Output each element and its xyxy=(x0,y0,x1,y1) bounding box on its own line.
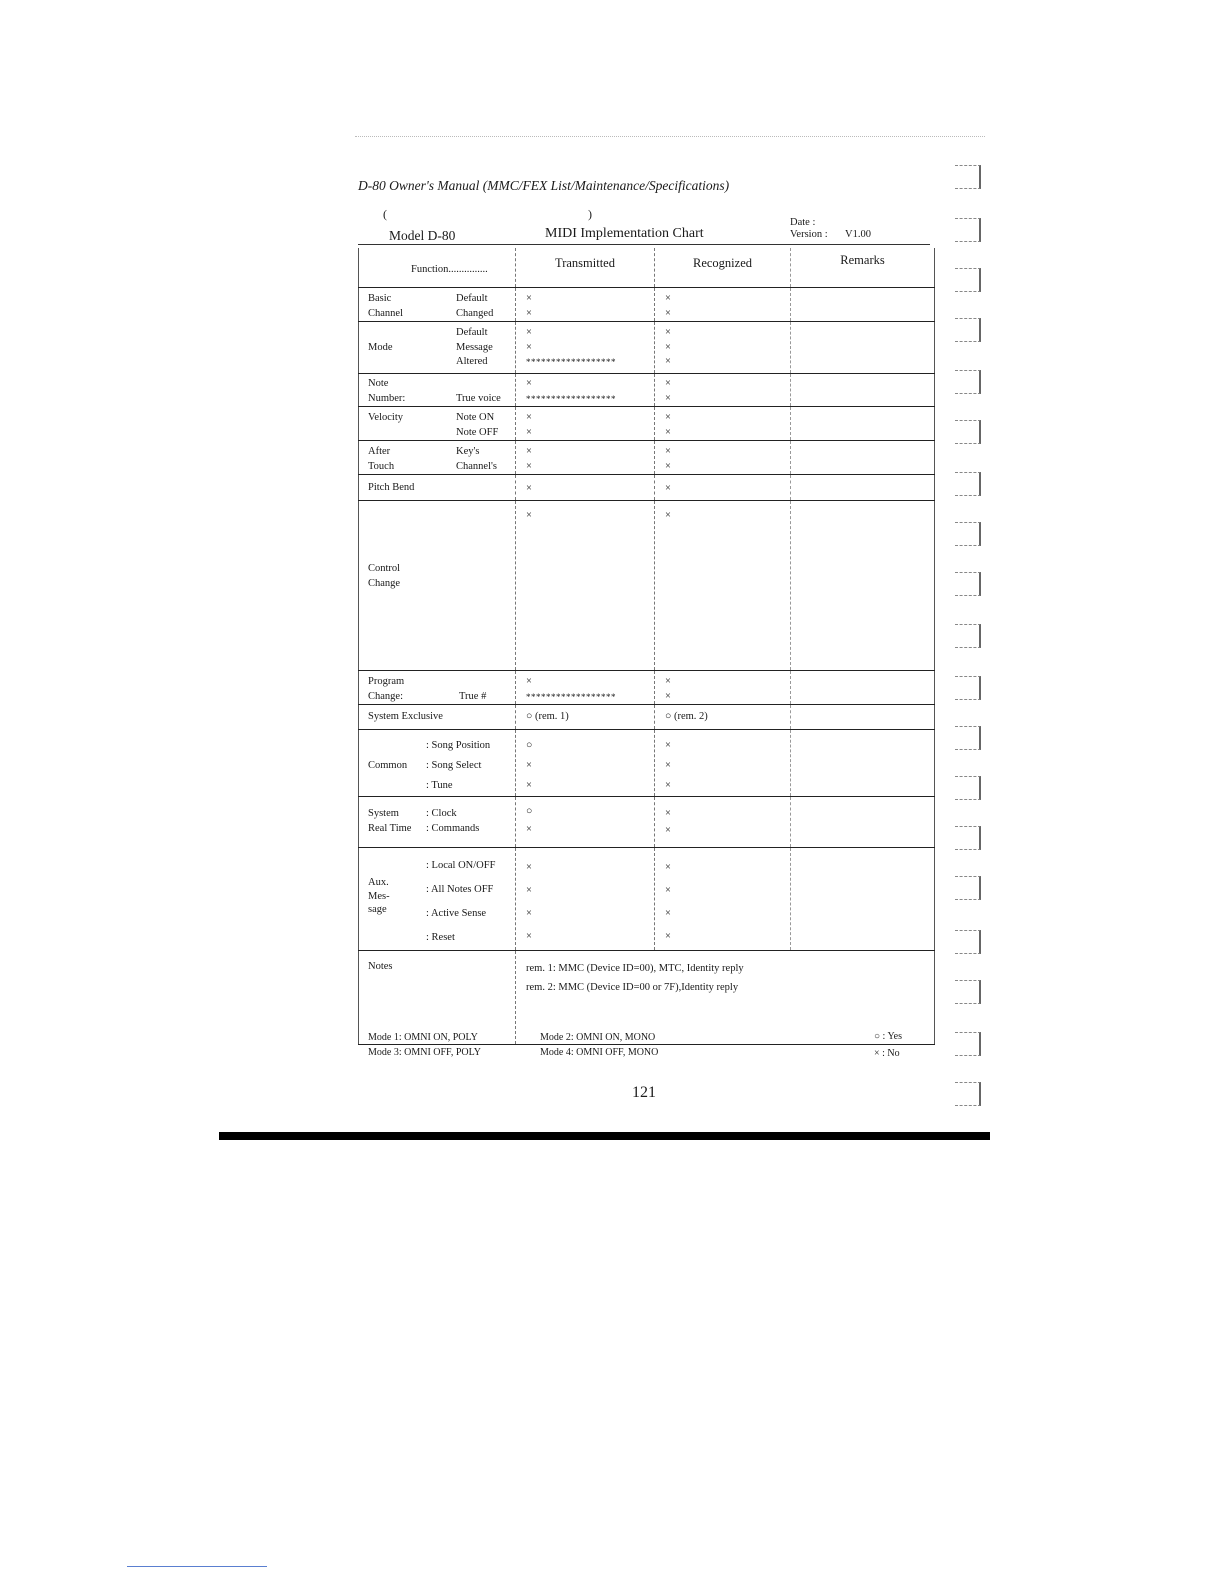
table-cell-text: × xyxy=(526,378,532,389)
table-cell-text: Pitch Bend xyxy=(368,482,415,493)
table-row xyxy=(359,322,935,374)
table-cell-text: Note ON xyxy=(456,412,495,423)
table-cell-text: : Song Select xyxy=(426,760,482,771)
table-cell-text: Changed xyxy=(456,307,494,319)
binder-tab-mark xyxy=(955,572,981,596)
table-cell-text: : Local ON/OFF xyxy=(426,860,496,871)
model-name: Model D-80 xyxy=(389,228,456,243)
note-rem-2: rem. 2: MMC (Device ID=00 or 7F),Identity reply xyxy=(526,982,739,993)
table-cell-text: × xyxy=(665,446,671,457)
binder-tab-mark xyxy=(955,930,981,954)
table-cell-text: Note OFF xyxy=(456,426,499,438)
table-cell-text: × xyxy=(526,446,532,457)
binder-tab-mark xyxy=(955,1082,981,1106)
version-value: V1.00 xyxy=(845,229,871,240)
binder-tab-mark xyxy=(955,420,981,444)
binder-tab-mark xyxy=(955,980,981,1004)
table-cell-text: × xyxy=(526,780,532,791)
table-cell-text: True voice xyxy=(456,392,501,404)
table-cell-text: ****************** xyxy=(526,691,616,702)
table-cell-text: Touch xyxy=(368,460,395,472)
note-rem-1: rem. 1: MMC (Device ID=00), MTC, Identity reply xyxy=(526,963,744,974)
table-cell-text: × xyxy=(665,931,671,942)
table-cell-text: : Active Sense xyxy=(426,908,487,919)
paren-right: ) xyxy=(588,207,592,221)
table-cell-text: True # xyxy=(459,690,487,702)
table-cell-text: Altered xyxy=(456,356,488,367)
table-cell-text: × xyxy=(665,780,671,791)
binder-tab-mark xyxy=(955,676,981,700)
table-header-row xyxy=(359,248,935,288)
table-cell-text: × xyxy=(526,510,532,521)
table-row xyxy=(359,730,935,797)
table-cell-text xyxy=(456,675,515,690)
table-cell-text: × xyxy=(526,824,532,835)
table-cell-text: ○ (rem. 2) xyxy=(665,711,708,722)
table-cell-text xyxy=(359,355,456,370)
table-cell-text: × xyxy=(665,862,671,873)
table-cell-text: Channel xyxy=(368,307,403,319)
table-cell-text: Mode xyxy=(368,341,393,353)
binder-tab-mark xyxy=(955,165,981,189)
table-cell-text: × xyxy=(526,460,532,472)
col-transmitted: Transmitted xyxy=(516,248,655,288)
table-cell-text: × xyxy=(665,760,671,771)
table-cell-text: × xyxy=(665,908,671,919)
table-cell-text: Velocity xyxy=(368,412,403,423)
table-cell-text: × xyxy=(665,825,671,836)
table-cell-text: Change xyxy=(368,577,401,589)
table-cell-text: × xyxy=(665,412,671,423)
table-cell-text: ○ (rem. 1) xyxy=(526,711,569,722)
table-cell-text: Key's xyxy=(456,446,480,457)
date-label: Date : xyxy=(790,217,816,228)
table-cell-text: : All Notes OFF xyxy=(426,884,494,895)
table-cell-text: × xyxy=(665,307,671,319)
table-cell-text: × xyxy=(526,931,532,942)
table-cell-text: sage xyxy=(368,904,387,915)
table-cell-text: × xyxy=(665,885,671,896)
table-row xyxy=(359,288,935,322)
mode-4: Mode 4: OMNI OFF, MONO xyxy=(540,1047,659,1058)
table-row xyxy=(359,501,935,671)
table-cell-text: Program xyxy=(368,676,405,687)
table-cell-text: Control xyxy=(368,563,401,574)
table-row xyxy=(359,407,935,441)
binder-tab-mark xyxy=(955,318,981,342)
table-cell-text: System Exclusive xyxy=(368,711,443,722)
table-cell-text: Default xyxy=(456,293,488,304)
table-row xyxy=(359,951,935,1045)
table-cell-text: × xyxy=(526,293,532,304)
table-row xyxy=(359,475,935,501)
table-cell-text: × xyxy=(665,356,671,367)
binder-tab-mark xyxy=(955,370,981,394)
table-cell-text: × xyxy=(665,483,671,494)
legend-no: × : No xyxy=(874,1048,900,1059)
table-cell-text: Mes- xyxy=(368,890,390,902)
chart-title: MIDI Implementation Chart xyxy=(545,226,704,241)
table-cell-text: : Tune xyxy=(426,780,453,791)
table-cell-text: Common xyxy=(368,760,408,771)
table-cell-text: System xyxy=(368,808,399,819)
table-cell-text: Notes xyxy=(368,961,393,972)
table-cell-text: × xyxy=(526,341,532,353)
table-cell-text: Change: xyxy=(368,690,403,702)
table-cell-text: × xyxy=(665,676,671,687)
binder-tab-mark xyxy=(955,726,981,750)
binder-tab-mark xyxy=(955,1032,981,1056)
midi-implementation-table xyxy=(358,248,935,1045)
table-cell-text: ○ xyxy=(526,740,533,751)
table-cell-text: × xyxy=(665,808,671,819)
table-cell-text: × xyxy=(665,460,671,472)
table-cell-text: Note xyxy=(368,378,389,389)
table-row xyxy=(359,671,935,705)
bottom-bar xyxy=(219,1132,990,1140)
table-cell-text: : Song Position xyxy=(426,740,491,751)
table-cell-text: × xyxy=(665,341,671,353)
table-cell-text: Default xyxy=(456,327,488,338)
binder-tab-mark xyxy=(955,624,981,648)
table-row xyxy=(359,705,935,730)
table-cell-text: × xyxy=(526,760,532,771)
table-cell-text: × xyxy=(526,908,532,919)
table-cell-text: × xyxy=(526,426,532,438)
table-row xyxy=(359,797,935,848)
table-cell-text: Message xyxy=(456,341,493,353)
mode-3: Mode 3: OMNI OFF, POLY xyxy=(368,1047,481,1058)
binder-tab-mark xyxy=(955,876,981,900)
table-cell-text: × xyxy=(526,307,532,319)
table-cell-text: : Reset xyxy=(426,932,455,943)
col-recognized: Recognized xyxy=(655,248,791,288)
table-cell-text: Number: xyxy=(368,392,406,404)
table-cell-text: Real Time xyxy=(368,822,412,834)
table-cell-text: × xyxy=(665,378,671,389)
table-cell-text: After xyxy=(368,446,391,457)
bottom-blue-line xyxy=(127,1566,267,1567)
binder-tab-mark xyxy=(955,218,981,242)
scan-artifact-line xyxy=(355,136,985,138)
table-cell-text xyxy=(359,426,456,441)
manual-header: D-80 Owner's Manual (MMC/FEX List/Maintenance/Specifications) xyxy=(358,178,730,193)
table-cell-text: × xyxy=(526,676,532,687)
binder-tab-mark xyxy=(955,776,981,800)
table-cell-text: × xyxy=(665,510,671,521)
table-cell-text: × xyxy=(665,690,671,702)
table-cell-text xyxy=(359,326,456,341)
table-row xyxy=(359,441,935,475)
legend-yes: ○ : Yes xyxy=(874,1031,902,1042)
table-row xyxy=(359,374,935,407)
table-cell-text: Aux. xyxy=(368,877,389,888)
table-cell-text xyxy=(456,377,515,392)
table-cell-text: ○ xyxy=(526,806,533,817)
table-cell-text: : Clock xyxy=(426,808,457,819)
table-cell-text: Basic xyxy=(368,293,392,304)
col-remarks: Remarks xyxy=(791,248,935,288)
table-cell-text: × xyxy=(526,483,532,494)
table-cell-text: × xyxy=(665,327,671,338)
binder-tab-mark xyxy=(955,472,981,496)
table-cell-text: : Commands xyxy=(426,822,480,834)
table-cell-text: ****************** xyxy=(526,393,616,404)
col-function: Function............... xyxy=(411,264,488,275)
mode-2: Mode 2: OMNI ON, MONO xyxy=(540,1032,656,1043)
table-cell-text: × xyxy=(665,740,671,751)
binder-tab-mark xyxy=(955,268,981,292)
binder-tab-mark xyxy=(955,522,981,546)
table-cell-text: ****************** xyxy=(526,357,616,367)
table-cell-text: × xyxy=(526,885,532,896)
table-cell-text: × xyxy=(526,412,532,423)
table-cell-text: × xyxy=(526,327,532,338)
table-cell-text: × xyxy=(665,392,671,404)
paren-left: ( xyxy=(383,207,387,221)
table-cell-text: Channel's xyxy=(456,460,497,472)
binder-tab-mark xyxy=(955,826,981,850)
version-label: Version : xyxy=(790,229,828,240)
top-rule xyxy=(358,244,930,245)
table-row xyxy=(359,848,935,951)
mode-1: Mode 1: OMNI ON, POLY xyxy=(368,1032,478,1043)
table-cell-text: × xyxy=(665,293,671,304)
table-cell-text: × xyxy=(665,426,671,438)
table-cell-text: × xyxy=(526,862,532,873)
page-number: 121 xyxy=(632,1084,656,1101)
